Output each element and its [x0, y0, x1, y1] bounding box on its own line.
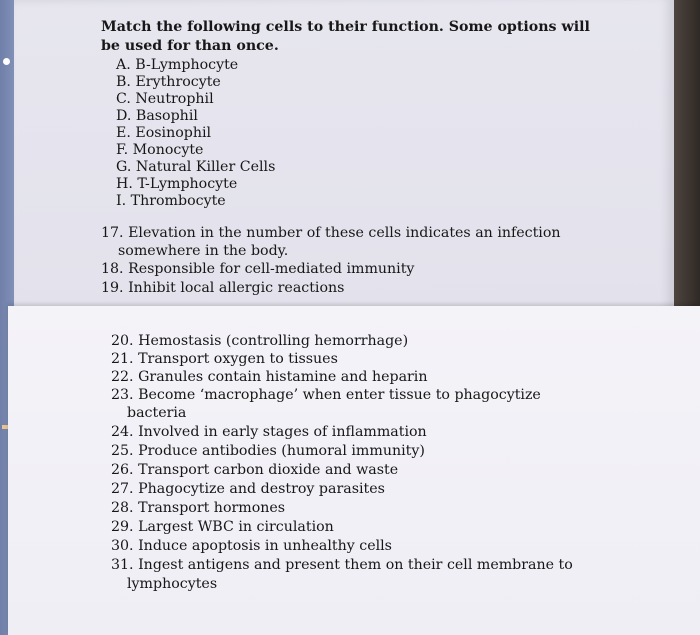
option-item: B. Erythrocyte: [116, 74, 221, 90]
question-item: 21. Transport oxygen to tissues: [111, 351, 338, 367]
option-item: A. B-Lymphocyte: [116, 57, 239, 73]
question-item: 27. Phagocytize and destroy parasites: [111, 481, 385, 497]
question-continuation: somewhere in the body.: [118, 243, 289, 259]
question-item: 28. Transport hormones: [111, 500, 286, 516]
question-item: 31. Ingest antigens and present them on their cell membrane to: [111, 557, 573, 573]
option-item: F. Monocyte: [116, 142, 204, 158]
option-item: D. Basophil: [116, 108, 198, 124]
option-item: I. Thrombocyte: [116, 193, 226, 209]
option-item: C. Neutrophil: [116, 91, 214, 107]
option-item: G. Natural Killer Cells: [116, 159, 276, 175]
instructions-line-1: Match the following cells to their function. Some options will: [101, 19, 590, 35]
question-item: 19. Inhibit local allergic reactions: [101, 280, 345, 296]
option-item: H. T-Lymphocyte: [116, 176, 238, 192]
question-item: 25. Produce antibodies (humoral immunity): [111, 443, 425, 459]
question-continuation: lymphocytes: [127, 576, 218, 592]
question-item: 18. Responsible for cell-mediated immunity: [101, 261, 415, 277]
option-item: E. Eosinophil: [116, 125, 212, 141]
question-item: 17. Elevation in the number of these cells indicates an infection: [101, 225, 561, 241]
question-item: 26. Transport carbon dioxide and waste: [111, 462, 399, 478]
question-item: 24. Involved in early stages of inflammation: [111, 424, 427, 440]
question-item: 30. Induce apoptosis in unhealthy cells: [111, 538, 392, 554]
question-item: 22. Granules contain histamine and heparin: [111, 369, 428, 385]
question-item: 23. Become ‘macrophage’ when enter tissue to phagocytize: [111, 387, 541, 403]
question-item: 20. Hemostasis (controlling hemorrhage): [111, 333, 409, 349]
question-continuation: bacteria: [127, 405, 187, 421]
question-item: 29. Largest WBC in circulation: [111, 519, 334, 535]
instructions-line-2: be used for than once.: [101, 38, 279, 54]
